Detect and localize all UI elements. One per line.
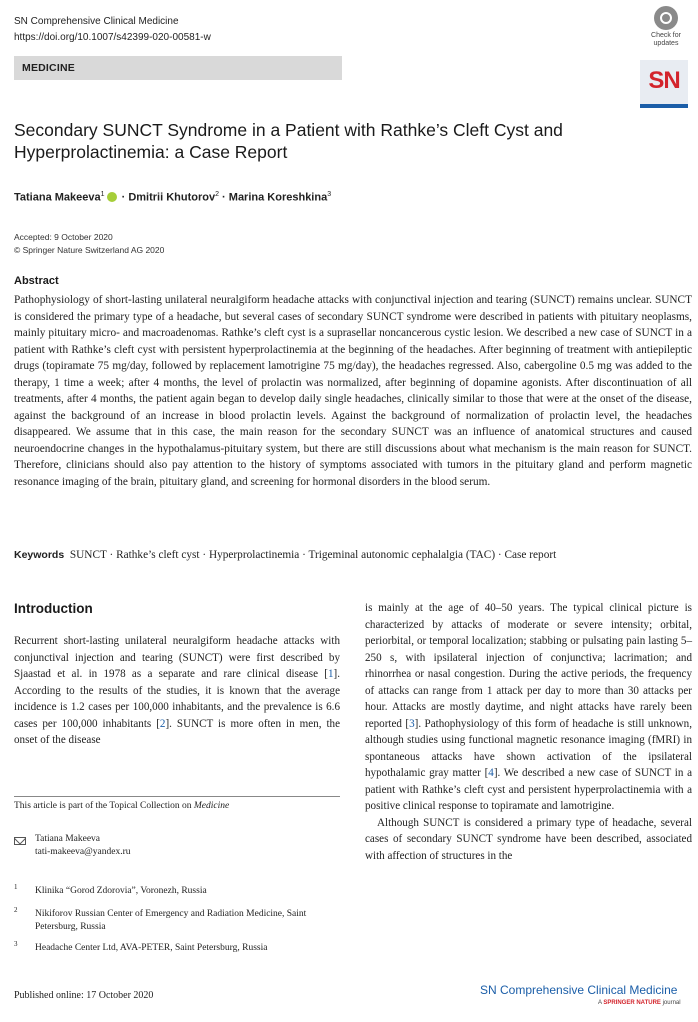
introduction-left-column: [14, 633, 340, 749]
footer-journal-name: SN Comprehensive Clinical Medicine: [480, 983, 678, 997]
footnote-divider: [14, 796, 340, 797]
check-updates-line2: updates: [653, 40, 679, 47]
publisher-prefix: A: [598, 1000, 604, 1006]
affiliation-number: 2: [14, 906, 18, 914]
topical-name: Medicine: [193, 801, 230, 811]
paragraph-text: ]. Pathophysiology of this form of headache is still unknown, although studies using functional magnetic resonance imaging (fMRI) in spontaneous attacks have shown activation of the ipsilateral hypothalamic gray matter [: [365, 717, 692, 779]
keywords-label: Keywords: [14, 549, 65, 561]
publisher-mark: [598, 1000, 681, 1006]
topical-prefix: This article is part of the Topical Collection on: [14, 801, 194, 811]
corresponding-author-name: Tatiana Makeeva: [35, 834, 101, 844]
affiliation-number: 1: [14, 883, 18, 891]
paragraph-text: ]. We described a new case of SUNCT in a patient with Rathke’s cleft cyst and persistent hyperprolactinemia with a positive clinical response to topiramate and lamotrigine.: [365, 767, 692, 812]
sn-logo: [640, 60, 688, 108]
check-updates-icon: [654, 6, 678, 30]
abstract-text: Pathophysiology of short-lasting unilateral neuralgiform headache attacks with conjunctival injection and tearing (SUNCT) remains unclear. SUNCT is considered the primary type of a headache, but several cases of secondary SUNCT syndrome were described in patients with pituitary neoplasms, mainly pituitary micro- and macroadenomas. Rathke’s cleft cyst is a suprasellar noncancerous cystic lesion. We described a new case of SUNCT in a patient with Rathke’s cleft cyst with persistent hyperprolactinemia at the beginning of the headaches. After beginning of treatment with antiepileptic drugs (topiramate 75 mg/day, followed by replacement lamotrigine 75 mg/day), the headaches regressed. Also, cabergoline 0.5 mg was added to the therapy, 1 time a week; after 4 months, the level of prolactin was normalized, after beginning of dopamine agonists. After discontinuation of all treatments, after 4 months, the patient again began to develop daily single headaches, clinically similar to those that were at the onset of the disease, against the background of an increase in blood prolactin levels. Against the background of normalization of prolactin level, the headaches disappeared. We assume that in this case, the main reason for the secondary SUNCT was an influence of anatomical structures and caused neuroendocrine changes in the hypothalamus-pituitary system, but there are still discussions about what mechanism is the main reason for SUNCT. Therefore, clinicians should also pay attention to the history of symptoms associated with tumors in the pituitary gland and perform magnetic resonance imaging of the brain, pituitary gland, and screening for hormonal disorders in the blood serum.: [14, 294, 692, 488]
author-name[interactable]: Tatiana Makeeva: [14, 191, 101, 204]
paragraph-text: ]. According to the results of the studies, it is known that the average incidence is 1.2 cases per 100,000 inhabitants, and the prevalence is 6.6 cases per 100,000 inhabitants [: [14, 668, 340, 730]
affiliation-text: Nikiforov Russian Center of Emergency and Radiation Medicine, Saint Petersburg, Russia: [35, 909, 307, 932]
affiliation-number: 3: [14, 940, 18, 948]
author-affiliation-ref: 3: [327, 191, 332, 198]
corresponding-author-email[interactable]: tati-makeeva@yandex.ru: [35, 847, 131, 857]
paragraph: [14, 633, 340, 749]
citation-link[interactable]: 4: [488, 767, 494, 779]
author-affiliation-ref: 1: [100, 191, 105, 198]
orcid-icon[interactable]: [107, 192, 117, 202]
paragraph-text: ]. SUNCT is more often in men, the onset of the disease: [14, 717, 340, 746]
author-affiliation-ref: 2: [215, 191, 219, 198]
citation-link[interactable]: 3: [409, 717, 415, 730]
author-name[interactable]: Dmitrii Khutorov: [128, 191, 216, 204]
sn-logo-text: SN: [648, 67, 680, 94]
author-list: [14, 191, 331, 204]
introduction-right-column: [365, 600, 692, 864]
paragraph-text: is mainly at the age of 40–50 years. The typical clinical picture is characterized by attacks of moderate or severe intensity; orbital, periorbital, or temporal localization; stabbing or pulsating pain lasting 5–250 s, with ipsilateral injection of conjunctiva; lacrimation; and rhinorrhea or nasal congestion. During the active periods, the frequency of attacks can range from 1 attack per day to more than 30 attacks per hour. Attacks are mostly daytime, and night attacks have rarely been reported [: [365, 602, 692, 730]
check-for-updates-badge[interactable]: [640, 6, 692, 52]
publisher-name: SPRINGER NATURE: [603, 1000, 661, 1006]
affiliation-text: Headache Center Ltd, AVA-PETER, Saint Petersburg, Russia: [35, 943, 268, 953]
copyright-notice: © Springer Nature Switzerland AG 2020: [14, 245, 165, 255]
keywords-text: SUNCT · Rathke’s cleft cyst · Hyperprolactinemia · Trigeminal autonomic cephalalgia (TAC) · Case report: [69, 549, 557, 561]
keywords: [14, 549, 694, 561]
citation-link[interactable]: 1: [327, 668, 334, 680]
journal-name: SN Comprehensive Clinical Medicine: [14, 16, 179, 27]
article-title: Secondary SUNCT Syndrome in a Patient with Rathke’s Cleft Cyst and Hyperprolactinemia: a Case Report: [14, 120, 563, 162]
publisher-suffix: journal: [660, 1000, 681, 1006]
affiliation-text: Klinika “Gorod Zdorovia”, Voronezh, Russia: [35, 886, 207, 896]
abstract-heading: Abstract: [14, 275, 59, 287]
accepted-date: Accepted: 9 October 2020: [14, 232, 113, 242]
check-updates-line1: Check for: [651, 32, 681, 39]
citation-link[interactable]: 2: [159, 717, 166, 730]
envelope-icon: [14, 837, 26, 845]
doi-link[interactable]: https://doi.org/10.1007/s42399-020-00581-w: [14, 32, 211, 43]
paragraph: [365, 600, 692, 815]
section-label: MEDICINE: [22, 62, 75, 74]
topical-collection-note: [14, 801, 229, 811]
published-online-date: Published online: 17 October 2020: [14, 990, 154, 1001]
author-separator: ·: [219, 191, 229, 204]
paragraph-text: Recurrent short-lasting unilateral neuralgiform headache attacks with conjunctival injection and tearing (SUNCT) were first described by Sjaastad et al. in 1978 as a separate and rare clinical disease [: [14, 635, 340, 680]
author-separator: ·: [118, 191, 129, 204]
introduction-heading: Introduction: [14, 601, 93, 616]
author-name[interactable]: Marina Koreshkina: [228, 191, 328, 204]
paragraph: Although SUNCT is considered a primary type of headache, several cases of secondary SUNCT syndrome have been described, associated with affection of structures in the: [365, 816, 692, 862]
